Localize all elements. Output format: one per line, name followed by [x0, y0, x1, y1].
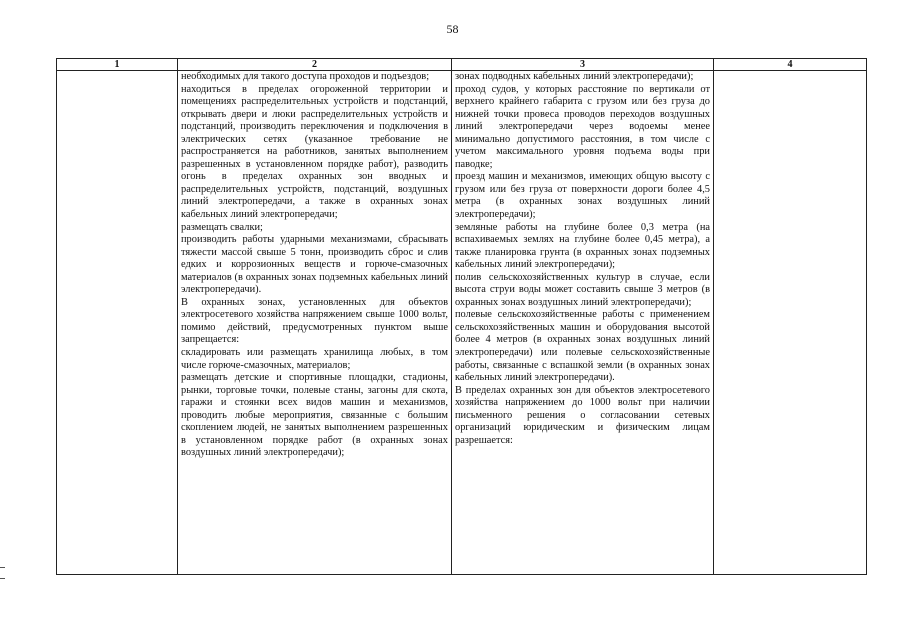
col3-paragraph: полив сельскохозяйственных культур в случае, если высота струи воды может составить свыше 3 метров (в охранных зонах воздушных линий электропередачи); [455, 271, 710, 308]
col3-paragraph: В пределах охранных зон для объектов электросетевого хозяйства напряжением до 1000 вольт при наличии письменного решения о согласовании сетевых организаций юридическим и физическим лицам разрешается: [455, 384, 710, 446]
col3-paragraph: полевые сельскохозяйственные работы с применением сельскохозяйственных машин и оборудования высотой более 4 метров (в охранных зонах воздушных линий электропередачи) или полевые сельскохозяйственные работы, связанные с вспашкой земли (в охранных зонах кабельных линий электропередачи). [455, 309, 710, 384]
column-header-2: 2 [178, 59, 452, 71]
regulation-table [56, 58, 867, 575]
column-header-1: 1 [57, 59, 178, 71]
col2-paragraph: размещать свалки; [181, 221, 263, 233]
col3-paragraph: проход судов, у которых расстояние по вертикали от верхнего крайнего габарита с грузом или без груза до нижней точки провеса проводов переходов воздушных линий электропередачи через водоемы менее минимально допустимого расстояния, в том числе с учетом максимального уровня подъема воды при паводке; [455, 83, 710, 170]
column-3-cell [452, 71, 714, 575]
column-header-3: 3 [452, 59, 714, 71]
margin-mark [0, 578, 5, 579]
col2-paragraph: складировать или размещать хранилища любых, в том числе горюче-смазочных, материалов; [181, 347, 448, 371]
column-1-cell [57, 71, 178, 575]
column-2-cell [178, 71, 452, 575]
column-header-4: 4 [714, 59, 867, 71]
col3-paragraph: проезд машин и механизмов, имеющих общую высоту с грузом или без груза от поверхности дороги более 4,5 метра (в охранных зонах воздушных линий электропередачи); [455, 171, 710, 221]
col2-paragraph: необходимых для такого доступа проходов и подъездов; [181, 71, 430, 82]
table-header-row [57, 59, 867, 71]
col2-paragraph: В охранных зонах, установленных для объектов электросетевого хозяйства напряжением свыше 1000 вольт, помимо действий, предусмотренных пунктом выше запрещается: [181, 296, 448, 346]
table-body-row [57, 71, 867, 575]
col3-paragraph: земляные работы на глубине более 0,3 метра (на вспахиваемых землях на глубине более 0,45 метра), а также планировка грунта (в охранных зонах подземных кабельных линий электропередачи); [455, 221, 710, 271]
col2-paragraph: производить работы ударными механизмами, сбрасывать тяжести массой свыше 5 тонн, производить сброс и слив едких и коррозионных веществ и горюче-смазочных материалов (в охранных зонах подземных кабельных линий электропередачи). [181, 234, 448, 296]
column-4-cell [714, 71, 867, 575]
col3-paragraph: зонах подводных кабельных линий электропередачи); [455, 71, 694, 82]
col2-paragraph: находиться в пределах огороженной территории и помещениях распределительных устройств и подстанций, открывать двери и люки распределительных устройств и подстанций, производить переключения и подключения в электрических сетях (указанное требование не распространяется на работников, занятых выполнением разрешенных в установленном порядке работ), разводить огонь в пределах охранных зон вводных и распределительных устройств, подстанций, воздушных линий электропередачи, а также в охранных зонах кабельных линий электропередачи; [181, 83, 448, 221]
page-number: 58 [446, 22, 459, 36]
margin-mark [0, 567, 5, 568]
col2-paragraph: размещать детские и спортивные площадки, стадионы, рынки, торговые точки, полевые станы, загоны для скота, гаражи и стоянки всех видов машин и механизмов, проводить любые мероприятия, связанные с большим скоплением людей, не занятых выполнением разрешенных в установленном порядке работ (в охранных зонах воздушных линий электропередачи); [181, 372, 448, 459]
